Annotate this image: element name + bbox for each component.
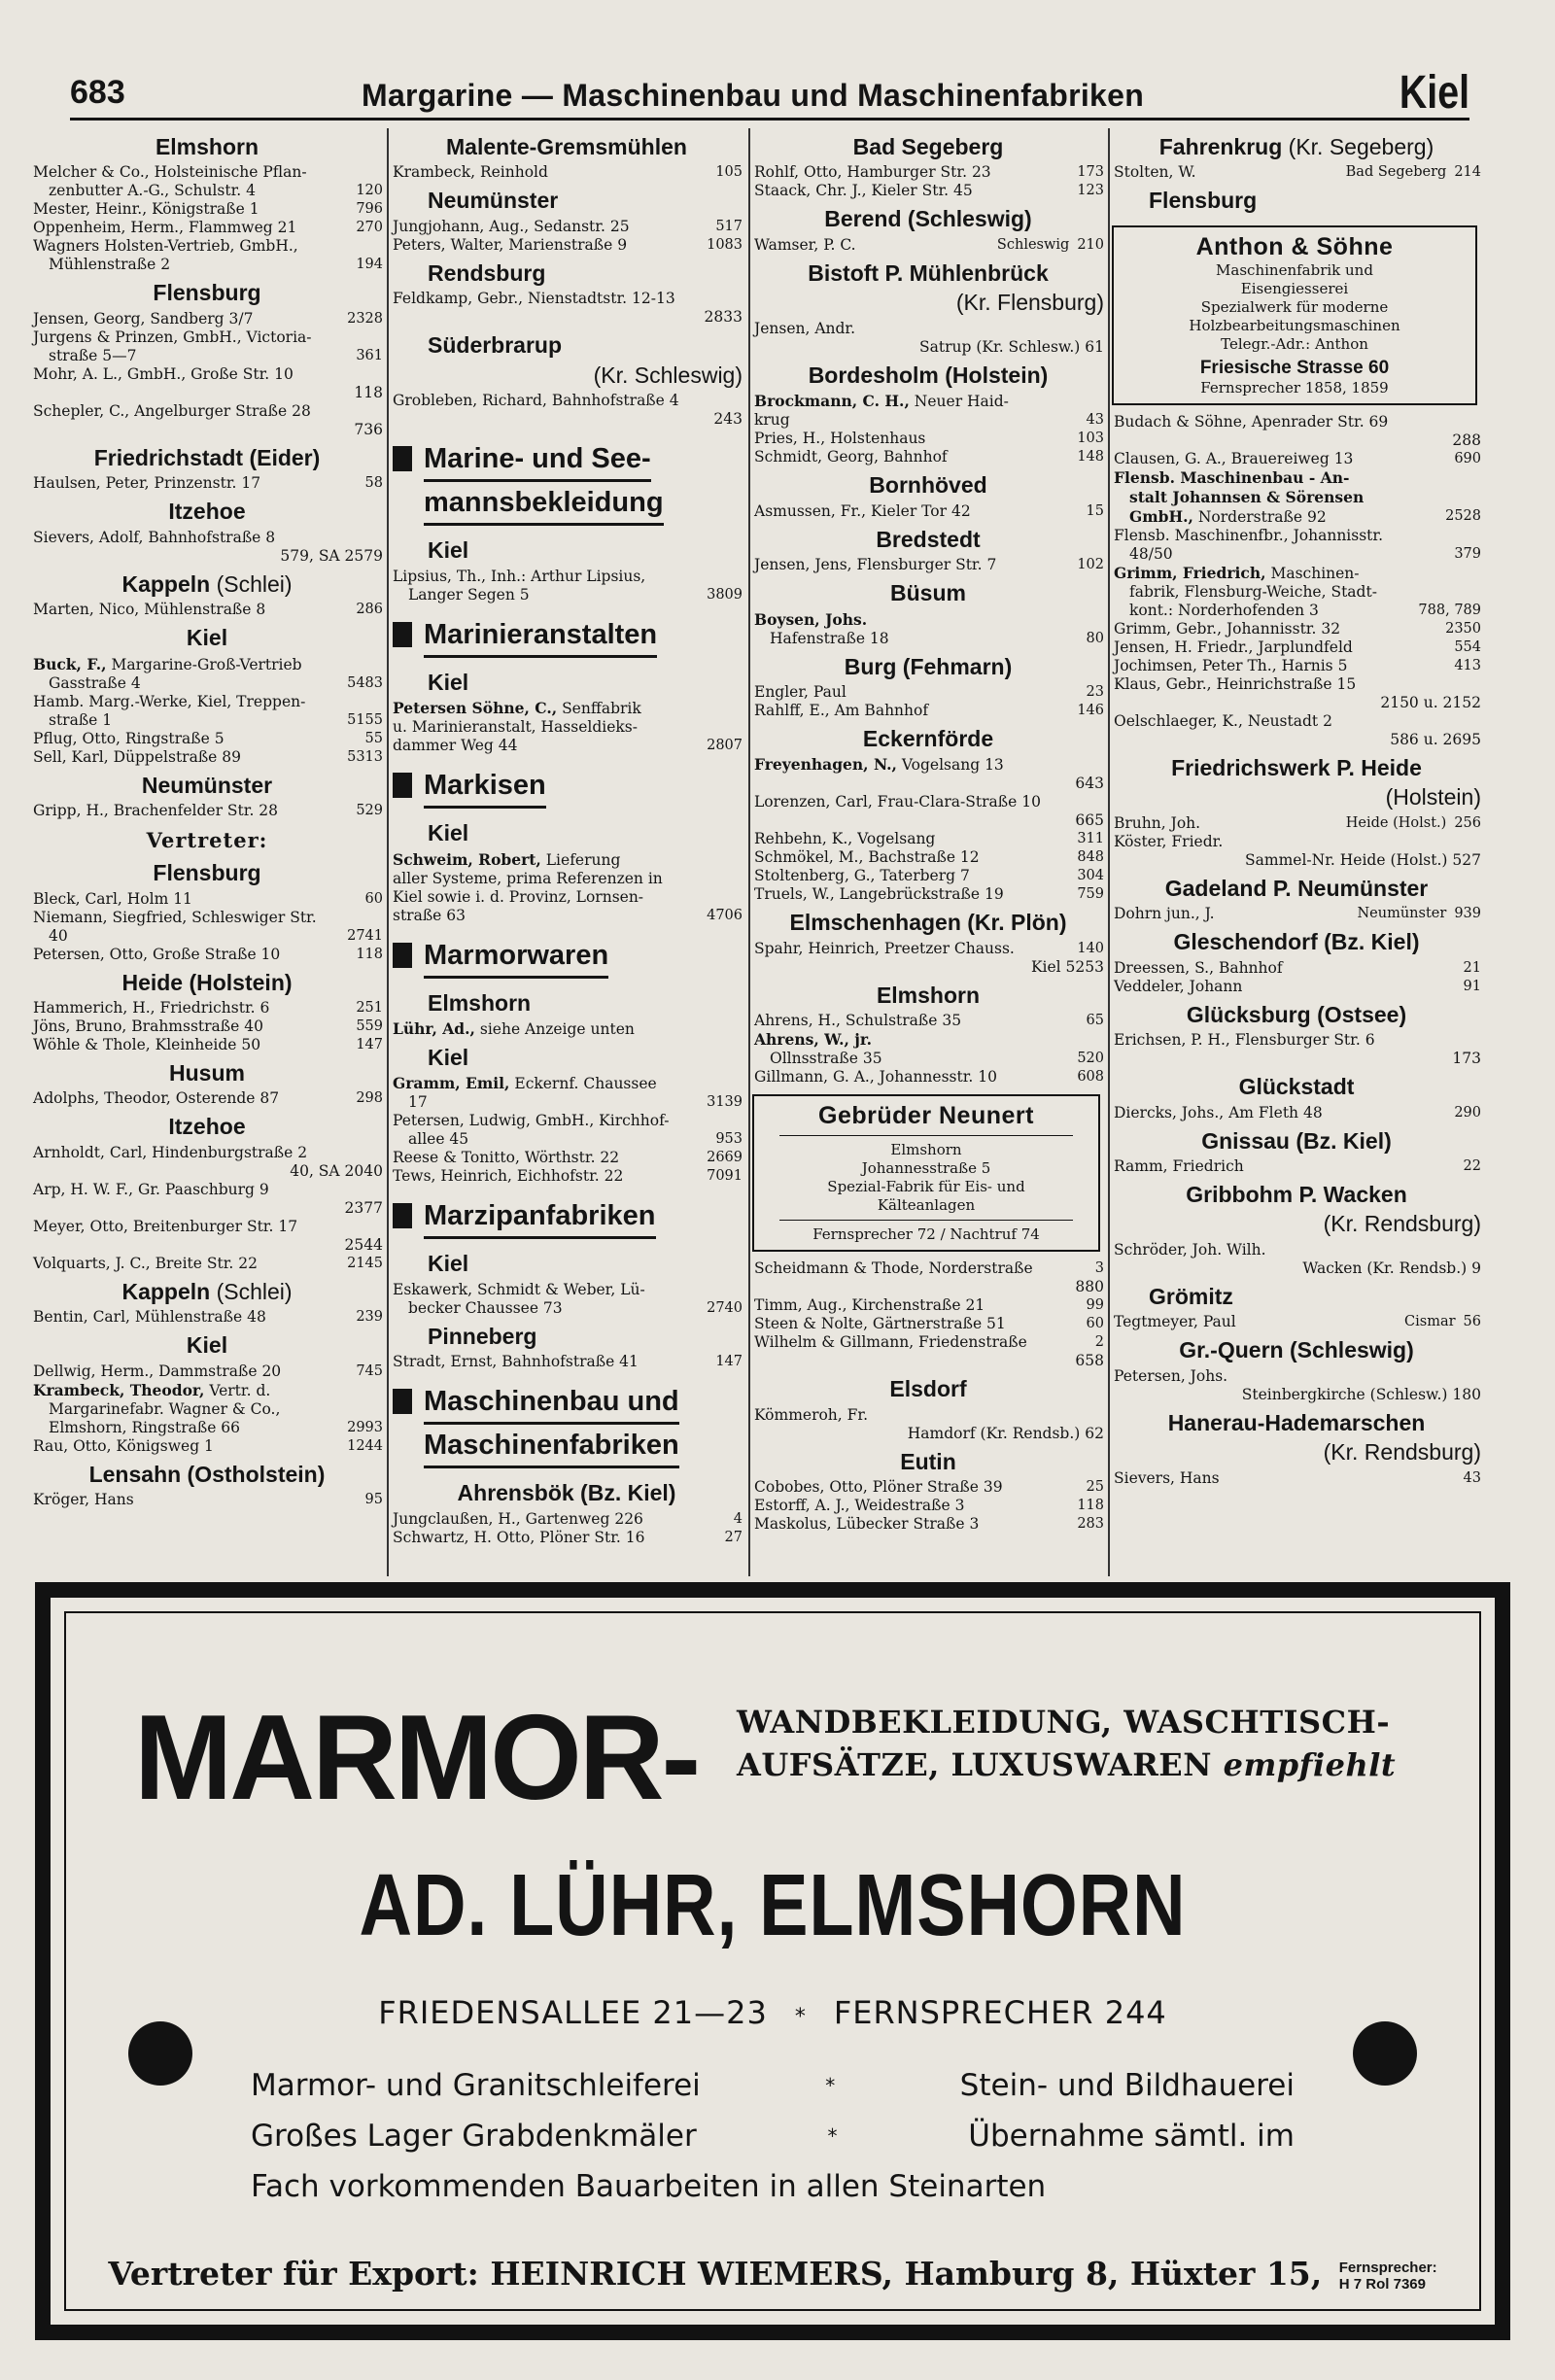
entry-number: 643 [1075,775,1104,793]
entry: Adolphs, Theodor, Osterende 87 298 [33,1089,383,1108]
town-heading: Glücksburg (Ostsee) [1186,1001,1407,1027]
entry: Lorenzen, Carl, Frau-Clara-Straße 10 [754,793,1041,811]
entry: Volquarts, J. C., Breite Str. 22 2145 [33,1254,383,1272]
entry: Arp, H. W. F., Gr. Paaschburg 9 [33,1180,269,1198]
box-address: Friesische Strasse 60 [1199,357,1390,378]
entry: Sievers, Hans 43 [1114,1468,1481,1487]
advert-address: FRIEDENSALLEE 21—23 * FERNSPRECHER 244 [378,1994,1167,2031]
entry: Peters, Walter, Marienstraße 9 1083 [393,235,743,254]
entry: Krambeck, Reinhold 105 [393,163,743,182]
entry: Stolten, W. 214 Bad Segeberg [1114,163,1481,182]
entry: Ahrens, W., jr. [754,1030,873,1050]
entry-number: 243 [713,410,743,429]
town-heading: Flensburg [153,280,261,306]
entry: Gramm, Emil, Eckernf. Chaussee [393,1074,657,1093]
section-bullet [393,943,412,968]
column-divider [1108,128,1110,1576]
town-heading: Heide (Holstein) [121,969,293,995]
town-heading: Elmshorn [428,989,532,1016]
column-1 [31,128,383,1576]
town-heading: Süderbrarup [428,332,563,359]
entry: Jungclaußen, H., Gartenweg 226 4 [393,1509,743,1528]
page-title: Margarine — Maschinenbau und Maschinenfabriken [362,78,1145,113]
section-maschinenbau [391,1381,743,1468]
town-heading: Berend (Schleswig) [824,206,1032,232]
star-icon: * [825,2074,836,2097]
section-bullet [393,1389,412,1414]
box-line: Kälteanlagen [877,1196,976,1215]
entry: Estorff, A. J., Weidestraße 3 118 [754,1497,1104,1515]
town-heading: Hanerau-Hademarschen [1167,1409,1426,1435]
section-title: Maschinenbau und Maschinenfabriken [424,1381,679,1468]
entry: Margarinefabr. Wagner & Co., [49,1399,281,1418]
entry: Grobleben, Richard, Bahnhofstraße 4 [393,392,679,410]
advertisement-inner-frame [64,1611,1481,2311]
entry: Jensen, Andr. [754,319,856,337]
town-heading: Grömitz [1149,1283,1233,1309]
town-heading: Kiel [428,1251,469,1277]
entry: Brockmann, C. H., Neuer Haid- [754,392,1009,411]
town-heading: Glückstadt [1238,1074,1355,1100]
entry: 40 2741 [49,926,383,945]
box-line: Johannesstraße 5 [861,1159,991,1178]
entry: Rohlf, Otto, Hamburger Str. 23 173 [754,163,1104,182]
entry: Ramm, Friedrich 22 [1114,1156,1481,1175]
directory-columns [27,128,1481,1576]
town-heading: Bistoft P. Mühlenbrück [808,259,1049,286]
header-rule [70,118,1469,121]
entry-number: 2377 [344,1198,383,1217]
entry: zenbutter A.-G., Schulstr. 4 120 [49,182,383,200]
entry: Mühlenstraße 2 194 [49,256,383,274]
section-markisen [391,765,743,809]
entry: fabrik, Flensburg-Weiche, Stadt- [1129,582,1377,601]
town-heading: Burg (Fehmarn) [844,653,1013,679]
section-bullet [393,773,412,798]
entry: Timm, Aug., Kirchenstraße 21 99 [754,1296,1104,1315]
town-heading: Elmshorn [155,134,259,159]
entry: Hammerich, H., Friedrichstr. 6 251 [33,998,383,1017]
box-rule [779,1135,1073,1136]
entry: Wilhelm & Gillmann, Friedenstraße 2 [754,1333,1104,1352]
entry: Sell, Karl, Düppelstraße 89 5313 [33,747,383,766]
entry: Jensen, Jens, Flensburger Str. 7 102 [754,556,1104,574]
section-marzipan [391,1195,743,1239]
entry: Rehbehn, K., Vogelsang 311 [754,830,1104,848]
entry: allee 45 953 [408,1130,743,1149]
entry-number: 2833 [704,308,743,327]
entry: Schwartz, H. Otto, Plöner Str. 16 27 [393,1528,743,1546]
town-heading-suffix: (Kr. Schleswig) [593,362,743,388]
entry: Flensb. Maschinenbau - An- [1114,467,1350,487]
section-title: Marmorwaren [424,935,608,979]
entry: Steinbergkirche (Schlesw.) 180 [1241,1385,1481,1403]
entry: Hamb. Marg.-Werke, Kiel, Treppen- [33,692,306,710]
box-line: Elmshorn [890,1141,962,1159]
entry: Kiel 5253 [1030,957,1104,976]
section-title: Markisen [424,765,546,809]
town-heading: Bad Segeberg [852,134,1004,159]
black-dot-right [1353,2021,1417,2086]
box-line: Fernsprecher 72 / Nachtruf 74 [812,1225,1040,1244]
town-heading: Büsum [890,580,966,606]
section-marinier [391,614,743,658]
section-bullet [393,1203,412,1228]
entry: Cobobes, Otto, Plöner Straße 39 25 [754,1478,1104,1497]
entry: Tews, Heinrich, Eichhofstr. 22 7091 [393,1167,743,1186]
box-line: Fernsprecher 1858, 1859 [1200,378,1389,397]
entry: u. Marinieranstalt, Hasseldieks- [393,718,638,737]
town-heading: Fahrenkrug (Kr. Segeberg) [1158,134,1434,159]
section-bullet [393,622,412,647]
entry: Wagners Holsten-Vertrieb, GmbH., [33,237,298,256]
entry-number: 118 [354,383,383,401]
entry: Engler, Paul 23 [754,682,1104,701]
town-heading: Elsdorf [889,1376,967,1402]
advert-services-line: Großes Lager Grabdenkmäler * Übernahme sämtl. im [251,2111,1295,2161]
advert-services-line: Fach vorkommenden Bauarbeiten in allen Steinarten [251,2169,1047,2204]
entry: Jungjohann, Aug., Sedanstr. 25 517 [393,217,743,235]
town-heading: Malente-Gremsmühlen [446,134,687,159]
section-title: Marinieranstalten [424,614,657,658]
entry: Dohrn jun., J. 939 Neumünster [1114,905,1481,923]
entry: Meyer, Otto, Breitenburger Str. 17 [33,1217,298,1235]
town-heading: Itzehoe [168,499,246,525]
entry: Jurgens & Prinzen, GmbH., Victoria- [33,328,312,346]
page-number: 683 [70,74,125,111]
town-heading: Friedrichstadt (Eider) [93,444,321,470]
entry: Schröder, Joh. Wilh. [1114,1240,1266,1259]
town-heading: Husum [169,1059,245,1086]
entry: Budach & Söhne, Apenrader Str. 69 [1114,412,1389,431]
entry: Jöns, Bruno, Brahmsstraße 40 559 [33,1017,383,1035]
entry: GmbH., Norderstraße 92 2528 [1129,506,1481,526]
entry: krug 43 [754,411,1104,430]
entry: aller Systeme, prima Referenzen in [393,869,663,887]
entry-number: 2150 u. 2152 [1380,693,1481,711]
entry: Diercks, Johs., Am Fleth 48 290 [1114,1103,1481,1121]
entry: Sammel-Nr. Heide (Holst.) 527 [1245,850,1481,869]
star-icon: * [794,2005,807,2029]
box-line: Holzbearbeitungsmaschinen [1189,316,1400,334]
entry: Kröger, Hans 95 [33,1491,383,1509]
entry-number: 288 [1452,431,1481,449]
town-heading: Ahrensbök (Bz. Kiel) [457,1480,676,1506]
town-heading: Gr.-Quern (Schleswig) [1179,1337,1414,1363]
entry: Grimm, Friedrich, Maschinen- [1114,563,1360,582]
entry: Freyenhagen, N., Vogelsang 13 [754,755,1004,775]
entry: Oelschlaeger, K., Neustadt 2 [1114,711,1332,730]
town-heading-suffix: (Kr. Rendsburg) [1323,1211,1481,1237]
entry: Pflug, Otto, Ringstraße 5 55 [33,729,383,747]
entry: Grimm, Gebr., Johannisstr. 32 2350 [1114,619,1481,638]
entry: Mohr, A. L., GmbH., Große Str. 10 [33,364,294,383]
section-title: Marine- und See- mannsbekleidung [424,438,664,526]
town-heading: Pinneberg [428,1323,537,1349]
entry-number: 665 [1075,811,1104,830]
entry: Truels, W., Langebrückstraße 19 759 [754,885,1104,904]
town-heading: Gribbohm P. Wacken [1186,1181,1407,1207]
town-heading: Elmshorn [876,982,981,1008]
entry: Marten, Nico, Mühlenstraße 8 286 [33,601,383,619]
page-header [70,66,1469,121]
entry: Schepler, C., Angelburger Straße 28 [33,401,311,420]
town-heading: Kiel [428,820,469,846]
entry: Stradt, Ernst, Bahnhofstraße 41 147 [393,1353,743,1371]
entry: Tegtmeyer, Paul 56 Cismar [1114,1313,1481,1331]
town-heading: Kappeln (Schlei) [121,570,293,597]
entry: Lühr, Ad., siehe Anzeige unten [393,1018,635,1038]
entry: Hamdorf (Kr. Rendsb.) 62 [907,1424,1104,1442]
entry: Staack, Chr. J., Kieler Str. 45 123 [754,182,1104,200]
entry: Scheidmann & Thode, Norderstraße 3 [754,1259,1104,1278]
section-marmor [391,935,743,979]
entry: Flensb. Maschinenfbr., Johannisstr. [1114,526,1384,544]
town-heading-suffix: (Kr. Rendsburg) [1323,1439,1481,1466]
column-divider [387,128,389,1576]
representatives-heading: Vertreter: [146,828,268,853]
box-rule [779,1220,1073,1221]
entry: Kömmeroh, Fr. [754,1405,869,1424]
entry: Elmshorn, Ringstraße 66 2993 [49,1418,383,1436]
entry: Maskolus, Lübecker Straße 3 283 [754,1515,1104,1534]
entry: Spahr, Heinrich, Preetzer Chauss. 140 [754,939,1104,957]
entry: Schmidt, Georg, Bahnhof 148 [754,448,1104,466]
star-icon: * [827,2124,838,2148]
entry: Feldkamp, Gebr., Nienstadtstr. 12-13 [393,290,675,308]
town-heading: Bornhöved [869,472,987,499]
entry: Jochimsen, Peter Th., Harnis 5 413 [1114,656,1481,674]
town-heading: Elmschenhagen (Kr. Plön) [789,910,1067,936]
entry: stalt Johannsen & Sörensen [1129,487,1365,506]
entry-number: 579, SA 2579 [280,546,383,565]
advert-products-line: AUFSÄTZE, LUXUSWAREN empfiehlt [737,1746,1397,1783]
entry-number: 2544 [344,1235,383,1254]
entry: Sievers, Adolf, Bahnhofstraße 8 [33,528,276,546]
town-heading: Bredstedt [876,526,981,552]
town-heading: Kiel [186,625,228,651]
entry-number: 173 [1452,1050,1481,1068]
section-marine [391,438,743,526]
box-line: Telegr.-Adr.: Anthon [1221,334,1368,353]
entry: Steen & Nolte, Gärtnerstraße 51 60 [754,1315,1104,1333]
advert-company-name: AD. LÜHR, ELMSHORN [359,1857,1187,1954]
entry: Hafenstraße 18 80 [770,629,1104,647]
entry: Rau, Otto, Königsweg 1 1244 [33,1436,383,1455]
entry: straße 63 4706 [393,906,743,924]
box-line: Spezial-Fabrik für Eis- und [827,1178,1025,1196]
entry: Gripp, H., Brachenfelder Str. 28 529 [33,802,383,820]
entry: Stoltenberg, G., Taterberg 7 304 [754,867,1104,885]
entry-number: 736 [354,420,383,438]
advert-export-agent: Vertreter für Export: HEINRICH WIEMERS, Hamburg 8, Hüxter 15, Fernsprecher: H 7 Rol 7369 [108,2255,1437,2293]
entry: Wöhle & Thole, Kleinheide 50 147 [33,1035,383,1053]
town-heading: Kiel [428,669,469,695]
box-line: Maschinenfabrik und [1216,260,1373,279]
entry: Petersen, Johs. [1114,1366,1228,1385]
column-4 [1112,128,1481,1576]
advert-box-neunert [752,1094,1100,1252]
entry: Lipsius, Th., Inh.: Arthur Lipsius, [393,567,646,585]
entry: Reese & Tonitto, Wörthstr. 22 2669 [393,1149,743,1167]
advert-services-line: Marmor- und Granitschleiferei * Stein- und Bildhauerei [251,2060,1295,2111]
town-heading-suffix: (Holstein) [1385,784,1481,811]
entry: Buck, F., Margarine-Groß-Vertrieb [33,654,302,673]
entry: Niemann, Siegfried, Schleswiger Str. [33,908,317,926]
entry: Arnholdt, Carl, Hindenburgstraße 2 [33,1143,308,1161]
entry: Wacken (Kr. Rendsb.) 9 [1302,1259,1481,1277]
advert-services [251,2060,1295,2212]
section-title: Marzipanfabriken [424,1195,656,1239]
entry-number: 658 [1075,1352,1104,1370]
town-heading: Eutin [900,1448,956,1474]
entry-number: 40, SA 2040 [290,1161,383,1180]
advert-box-anthon [1112,225,1477,405]
entry: kont.: Norderhofenden 3 788, 789 [1129,601,1481,619]
entry: Dreessen, S., Bahnhof 21 [1114,958,1481,977]
entry: Ollnsstraße 35 520 [770,1050,1104,1068]
entry: dammer Weg 44 2807 [393,737,743,755]
entry: Gillmann, G. A., Johannesstr. 10 608 [754,1068,1104,1087]
entry: straße 1 5155 [49,710,383,729]
entry: Bentin, Carl, Mühlenstraße 48 239 [33,1308,383,1327]
entry: Kiel sowie i. d. Provinz, Lornsen- [393,887,644,906]
entry: Petersen, Ludwig, GmbH., Kirchhof- [393,1112,670,1130]
town-heading: Itzehoe [168,1114,246,1140]
entry: Pries, H., Holstenhaus 103 [754,430,1104,448]
box-line: Eisengiesserei [1240,279,1349,297]
town-heading: Lensahn (Ostholstein) [88,1461,326,1487]
entry-number: 880 [1075,1278,1104,1296]
column-divider [748,128,750,1576]
box-line: Spezialwerk für moderne [1200,297,1389,316]
entry: Oppenheim, Herm., Flammweg 21 270 [33,219,383,237]
advert-phone: Fernsprecher: H 7 Rol 7369 [1338,2259,1437,2293]
entry: Veddeler, Johann 91 [1114,977,1481,995]
town-heading: Neumünster [141,772,273,798]
entry: Jensen, H. Friedr., Jarplundfeld 554 [1114,638,1481,656]
town-heading: Gleschendorf (Bz. Kiel) [1173,929,1420,955]
entry: Melcher & Co., Holsteinische Pflan- [33,163,307,182]
entry: Jensen, Georg, Sandberg 3/7 2328 [33,309,383,328]
entry: Ahrens, H., Schulstraße 35 65 [754,1012,1104,1030]
entry: Bleck, Carl, Holm 11 60 [33,889,383,908]
advert-products [737,1701,1396,1786]
entry: Boysen, Johs. [754,609,868,629]
town-heading: Neumünster [428,188,559,214]
entry: Erichsen, P. H., Flensburger Str. 6 [1114,1031,1375,1050]
town-heading: Flensburg [1149,188,1258,214]
entry: Petersen Söhne, C., Senffabrik [393,699,641,718]
town-heading-suffix: (Kr. Flensburg) [955,290,1104,316]
entry: becker Chaussee 73 2740 [408,1298,743,1317]
town-heading: Friedrichswerk P. Heide [1171,754,1422,780]
entry: 48/50 379 [1129,544,1481,563]
box-title: Gebrüder Neunert [818,1102,1034,1130]
town-heading: Kiel [428,537,469,564]
entry: Klaus, Gebr., Heinrichstraße 15 [1114,674,1357,693]
entry: Wamser, P. C. 210 Schleswig [754,235,1104,254]
town-heading: Flensburg [153,860,261,886]
town-heading: Eckernförde [862,725,994,751]
town-heading: Kappeln (Schlei) [121,1278,293,1304]
town-heading: Kiel [428,1044,469,1070]
column-2 [391,128,743,1576]
entry: Bruhn, Joh. 256 Heide (Holst.) [1114,813,1481,832]
entry: Schweim, Robert, Lieferung [393,849,621,869]
black-dot-left [128,2021,192,2086]
town-heading: Gadeland P. Neumünster [1164,875,1429,901]
section-bullet [393,446,412,471]
town-heading: Rendsburg [428,259,546,286]
town-heading: Kiel [186,1332,228,1359]
entry-number: 586 u. 2695 [1390,730,1481,748]
entry: Rahlff, E., Am Bahnhof 146 [754,701,1104,719]
entry: Köster, Friedr. [1114,832,1224,850]
town-heading: Bordesholm (Holstein) [808,362,1049,388]
page-city: Kiel [1399,67,1469,119]
entry: Petersen, Otto, Große Straße 10 118 [33,945,383,963]
entry: Haulsen, Peter, Prinzenstr. 17 58 [33,474,383,493]
entry: Langer Segen 5 3809 [408,585,743,604]
entry: Mester, Heinr., Königstraße 1 796 [33,200,383,219]
entry: Schmökel, M., Bachstraße 12 848 [754,848,1104,867]
entry: Eskawerk, Schmidt & Weber, Lü- [393,1280,645,1298]
entry: Asmussen, Fr., Kieler Tor 42 15 [754,501,1104,520]
column-3 [752,128,1104,1576]
town-heading: Gnissau (Bz. Kiel) [1201,1127,1392,1154]
box-title: Anthon & Söhne [1195,232,1394,260]
advert-products-line: WANDBEKLEIDUNG, WASCHTISCH- [737,1704,1391,1741]
advert-headline: MARMOR- [134,1691,699,1825]
entry: Dellwig, Herm., Dammstraße 20 745 [33,1362,383,1380]
entry: Gasstraße 4 5483 [49,673,383,692]
entry: Clausen, G. A., Brauereiweg 13 690 [1114,449,1481,467]
entry: Krambeck, Theodor, Vertr. d. [33,1380,271,1399]
entry: Satrup (Kr. Schlesw.) 61 [919,337,1104,356]
marmor-advertisement [35,1582,1510,2340]
entry: straße 5—7 361 [49,346,383,364]
entry: 17 3139 [408,1093,743,1112]
